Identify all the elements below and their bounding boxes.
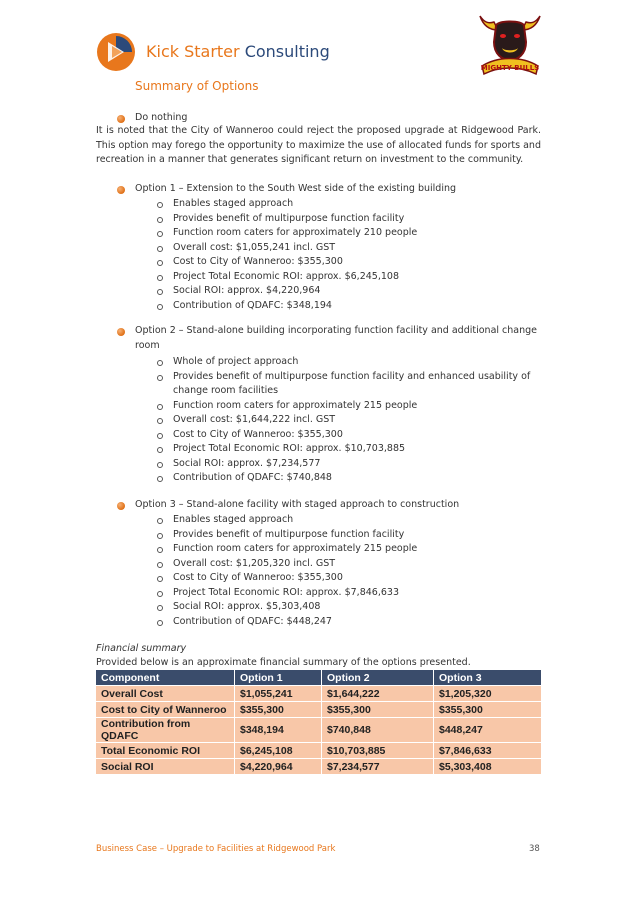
circle-bullet-icon bbox=[157, 289, 163, 295]
mighty-bulls-crest-icon bbox=[474, 8, 546, 78]
table-cell: $348,194 bbox=[235, 718, 322, 743]
circle-bullet-icon bbox=[157, 447, 163, 453]
do-nothing-paragraph: It is noted that the City of Wanneroo could reject the proposed upgrade at Ridgewood Park. This option may forego the opportunity to maximize the use of allocated funds for sports and recreation in a manner that generates significant return on investment to the community. bbox=[96, 125, 541, 165]
circle-bullet-icon bbox=[157, 375, 163, 381]
list-item: Contribution of QDAFC: $348,194 bbox=[173, 299, 332, 311]
circle-bullet-icon bbox=[157, 260, 163, 266]
kick-starter-logo-icon bbox=[96, 32, 136, 72]
table-cell: $4,220,964 bbox=[235, 759, 322, 775]
table-cell: $1,205,320 bbox=[434, 686, 542, 702]
list-item: Provides benefit of multipurpose function facility bbox=[173, 212, 405, 224]
list-item: Contribution of QDAFC: $740,848 bbox=[173, 472, 332, 483]
table-cell: $355,300 bbox=[235, 702, 322, 718]
page-footer: Business Case – Upgrade to Facilities at Ridgewood Park bbox=[96, 844, 336, 854]
circle-bullet-icon bbox=[157, 562, 163, 568]
list-item: Function room caters for approximately 215 people bbox=[173, 399, 418, 411]
table-cell: $7,846,633 bbox=[434, 743, 542, 759]
list-item: Project Total Economic ROI: approx. $6,245,108 bbox=[173, 270, 399, 282]
orange-bullet-icon bbox=[117, 186, 125, 194]
do-nothing-label: Do nothing bbox=[135, 112, 188, 123]
table-cell: $1,644,222 bbox=[322, 686, 434, 702]
table-header-cell: Component bbox=[96, 670, 235, 686]
circle-bullet-icon bbox=[157, 518, 163, 524]
table-cell: $7,234,577 bbox=[322, 759, 434, 775]
option2-label-line2: room bbox=[135, 340, 160, 351]
list-item: Project Total Economic ROI: approx. $7,846,633 bbox=[173, 586, 399, 598]
table-row bbox=[96, 718, 541, 743]
table-cell: $355,300 bbox=[434, 702, 542, 718]
list-item: Function room caters for approximately 210 people bbox=[173, 227, 418, 238]
circle-bullet-icon bbox=[157, 476, 163, 482]
list-item: change room facilities bbox=[173, 385, 279, 396]
list-item: Whole of project approach bbox=[173, 356, 299, 367]
table-cell: $6,245,108 bbox=[235, 743, 322, 759]
table-cell: $355,300 bbox=[322, 702, 434, 718]
list-item: Cost to City of Wanneroo: $355,300 bbox=[173, 572, 343, 583]
table-cell: Social ROI bbox=[96, 759, 235, 775]
circle-bullet-icon bbox=[157, 275, 163, 281]
table-cell: $5,303,408 bbox=[434, 759, 542, 775]
option1-label: Option 1 – Extension to the South West side of the existing building bbox=[135, 183, 457, 194]
financial-summary-table bbox=[96, 670, 541, 774]
list-item: Provides benefit of multipurpose function facility bbox=[173, 528, 405, 540]
circle-bullet-icon bbox=[157, 231, 163, 237]
circle-bullet-icon bbox=[157, 418, 163, 424]
list-item: Overall cost: $1,644,222 incl. GST bbox=[173, 414, 336, 425]
table-row bbox=[96, 759, 541, 775]
table-cell: Total Economic ROI bbox=[96, 743, 235, 759]
circle-bullet-icon bbox=[157, 433, 163, 439]
circle-bullet-icon bbox=[157, 404, 163, 410]
list-item: Social ROI: approx. $4,220,964 bbox=[173, 285, 321, 296]
list-item: Contribution of QDAFC: $448,247 bbox=[173, 615, 332, 627]
table-row bbox=[96, 686, 541, 702]
circle-bullet-icon bbox=[157, 462, 163, 468]
table-cell: $740,848 bbox=[322, 718, 434, 743]
crest-text: MIGHTY BULLS bbox=[480, 64, 540, 72]
list-item: Provides benefit of multipurpose function facility and enhanced usability of bbox=[173, 370, 531, 382]
table-row bbox=[96, 702, 541, 718]
table-body bbox=[96, 686, 541, 775]
table-cell: $448,247 bbox=[434, 718, 542, 743]
list-item: Project Total Economic ROI: approx. $10,703,885 bbox=[173, 443, 406, 454]
page-title: Summary of Options bbox=[135, 79, 259, 93]
list-item: Cost to City of Wanneroo: $355,300 bbox=[173, 428, 343, 440]
table-cell: $10,703,885 bbox=[322, 743, 434, 759]
financial-summary-title: Financial summary bbox=[96, 643, 187, 654]
table-cell: Cost to City of Wanneroo bbox=[96, 702, 235, 718]
table-header-cell: Option 2 bbox=[322, 670, 434, 686]
table-row bbox=[96, 743, 541, 759]
circle-bullet-icon bbox=[157, 576, 163, 582]
circle-bullet-icon bbox=[157, 605, 163, 611]
list-item: Social ROI: approx. $5,303,408 bbox=[173, 601, 321, 612]
brand-name-part1: Kick Starter bbox=[146, 42, 240, 61]
orange-bullet-icon bbox=[117, 115, 125, 123]
list-item: Social ROI: approx. $7,234,577 bbox=[173, 457, 321, 469]
table-header-row bbox=[96, 670, 541, 686]
orange-bullet-icon bbox=[117, 502, 125, 510]
option3-label: Option 3 – Stand-alone facility with staged approach to construction bbox=[135, 499, 460, 510]
list-item: Cost to City of Wanneroo: $355,300 bbox=[173, 256, 343, 267]
list-item: Overall cost: $1,205,320 incl. GST bbox=[173, 557, 336, 569]
circle-bullet-icon bbox=[157, 620, 163, 626]
circle-bullet-icon bbox=[157, 217, 163, 223]
list-item: Overall cost: $1,055,241 incl. GST bbox=[173, 241, 336, 253]
brand-name-part2: Consulting bbox=[244, 42, 330, 61]
orange-bullet-icon bbox=[117, 328, 125, 336]
circle-bullet-icon bbox=[157, 304, 163, 310]
list-item: Function room caters for approximately 215 people bbox=[173, 543, 418, 554]
table-header-cell: Option 3 bbox=[434, 670, 542, 686]
circle-bullet-icon bbox=[157, 246, 163, 252]
option2-label-line1: Option 2 – Stand-alone building incorporating function facility and additional change bbox=[135, 325, 538, 336]
circle-bullet-icon bbox=[157, 547, 163, 553]
table-cell: $1,055,241 bbox=[235, 686, 322, 702]
brand-name bbox=[146, 42, 330, 62]
list-item: Enables staged approach bbox=[173, 198, 294, 209]
circle-bullet-icon bbox=[157, 360, 163, 366]
table-header-cell: Option 1 bbox=[235, 670, 322, 686]
table-cell: Contribution from QDAFC bbox=[96, 718, 235, 743]
circle-bullet-icon bbox=[157, 202, 163, 208]
circle-bullet-icon bbox=[157, 533, 163, 539]
circle-bullet-icon bbox=[157, 591, 163, 597]
list-item: Enables staged approach bbox=[173, 514, 294, 525]
page-number: 38 bbox=[529, 844, 540, 854]
table-cell: Overall Cost bbox=[96, 686, 235, 702]
financial-summary-intro: Provided below is an approximate financial summary of the options presented. bbox=[96, 657, 471, 668]
